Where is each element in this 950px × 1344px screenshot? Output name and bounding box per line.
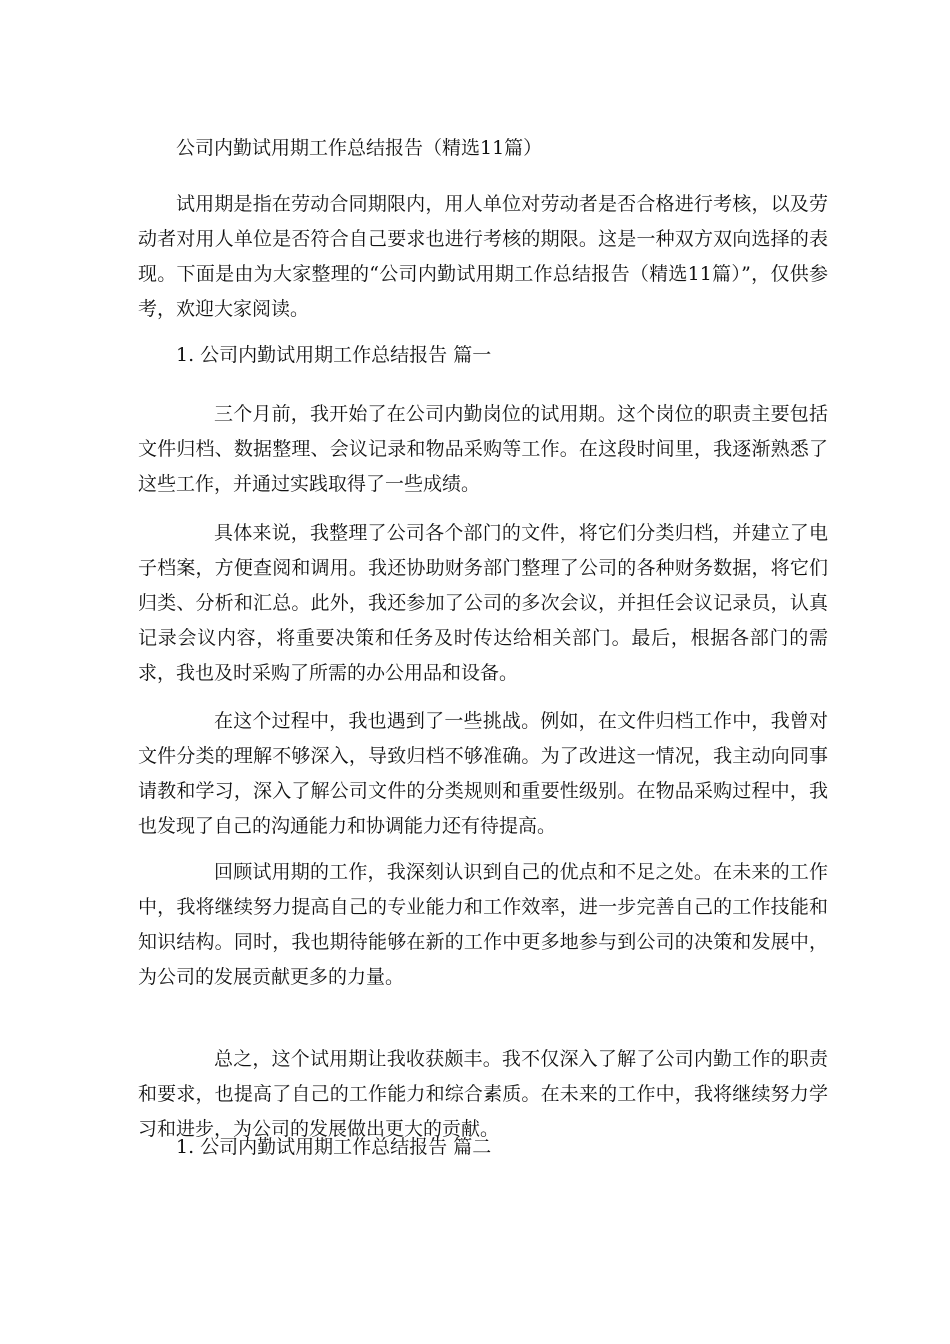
body-paragraph-5: 总之，这个试用期让我收获颇丰。我不仅深入了解了公司内勤工作的职责和要求，也提高了自己的工作能力和综合素质。在未来的工作中，我将继续努力学习和进步，为公司的发展做出更大的贡献。 xyxy=(138,1048,828,1140)
intro-paragraph: 试用期是指在劳动合同期限内，用人单位对劳动者是否合格进行考核，以及劳动者对用人单位是否符合自己要求也进行考核的期限。这是一种双方双向选择的表现。下面是由为大家整理的“公司内勤试用期工作总结报告（精选11篇）”，仅供参考，欢迎大家阅读。 xyxy=(138,193,828,320)
body-paragraph-1: 三个月前，我开始了在公司内勤岗位的试用期。这个岗位的职责主要包括文件归档、数据整理、会议记录和物品采购等工作。在这段时间里，我逐渐熟悉了这些工作，并通过实践取得了一些成绩。 xyxy=(138,403,828,495)
document-title: 公司内勤试用期工作总结报告（精选11篇） xyxy=(176,137,543,159)
section-heading-2: 1. 公司内勤试用期工作总结报告 篇二 xyxy=(176,1136,492,1158)
body-paragraph-2: 具体来说，我整理了公司各个部门的文件，将它们分类归档，并建立了电子档案，方便查阅和调用。我还协助财务部门整理了公司的各种财务数据，将它们归类、分析和汇总。此外，我还参加了公司的多次会议，并担任会议记录员，认真记录会议内容，将重要决策和任务及时传达给相关部门。最后，根据各部门的需求，我也及时采购了所需的办公用品和设备。 xyxy=(138,522,828,684)
section-heading-1: 1. 公司内勤试用期工作总结报告 篇一 xyxy=(176,344,492,366)
body-paragraph-3: 在这个过程中，我也遇到了一些挑战。例如，在文件归档工作中，我曾对文件分类的理解不够深入，导致归档不够准确。为了改进这一情况，我主动向同事请教和学习，深入了解公司文件的分类规则和重要性级别。在物品采购过程中，我也发现了自己的沟通能力和协调能力还有待提高。 xyxy=(138,710,828,837)
body-paragraph-4: 回顾试用期的工作，我深刻认识到自己的优点和不足之处。在未来的工作中，我将继续努力提高自己的专业能力和工作效率，进一步完善自己的工作技能和知识结构。同时，我也期待能够在新的工作中更多地参与到公司的决策和发展中，为公司的发展贡献更多的力量。 xyxy=(138,861,828,988)
